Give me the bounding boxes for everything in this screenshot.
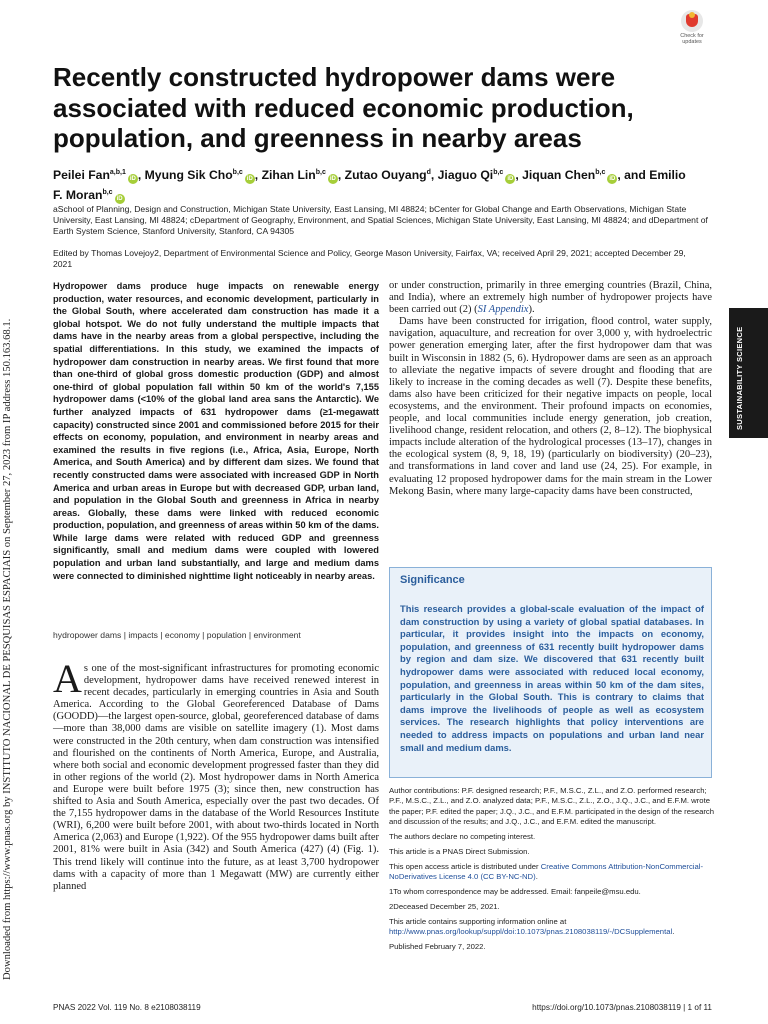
body-column-right bbox=[389, 280, 712, 498]
author-affiliation-marker: a,b,1 bbox=[109, 169, 126, 176]
intro-column-left bbox=[53, 656, 379, 893]
correspondence-note: 1To whom correspondence may be addressed. Email: fanpeile@msu.edu. bbox=[389, 887, 641, 897]
author-affiliation-marker: d bbox=[426, 169, 431, 176]
check-for-updates-icon bbox=[681, 10, 703, 32]
affiliations: aSchool of Planning, Design and Construction, Michigan State University, East Lansing, MI 48824; bCenter for Global Change and Earth Observations, Michigan State University, East Lansing, MI 48824; cDepartment of Geography, Environment, and Spatial Sciences, Michigan State University, East Lansing, MI 48824; and dDepartment of Earth System Science, Stanford University, Stanford, CA 94305 bbox=[53, 204, 708, 236]
orcid-icon[interactable] bbox=[607, 174, 617, 184]
published-date: Published February 7, 2022. bbox=[389, 942, 486, 952]
author-contributions: Author contributions: P.F. designed research; P.F., M.S.C., Z.L., and Z.O. performed research; P.F., M.S.C., Z.L., and Z.O. analyzed data; P.F., M.S.C., Z.L., Z.O., J.Q., J.C., and E.F.M. wrote the paper; P.F. edited the paper; J.Q., J.C., and E.F.M. participated in the design of the research and discussion of the results; and J.Q., J.C., and E.F.M. edited the manuscript. bbox=[389, 786, 715, 827]
orcid-icon[interactable] bbox=[115, 194, 125, 204]
deceased-note: 2Deceased December 25, 2021. bbox=[389, 902, 500, 912]
download-side-note: Downloaded from https://www.pnas.org by INSTITUTO NACIONAL DE PESQUISAS ESPACIAIS on September 27, 2023 from IP address 150.163.68.1. bbox=[2, 318, 13, 980]
body-paragraph-2: Dams have been constructed for irrigation, flood control, water supply, navigation, aquaculture, and recreation for over 3,000 y, with hydroelectric power generation emerging later, after the first hydropower dam that was built in Wisconsin in 1882 (5, 6). Hydropower dams are seen as an approach to alleviate the negative impacts of severe drought and flooding that are likely to increase in the coming decades as well (7). Despite these benefits, dams also have been criticized for their negative impacts on people, local ecosystems, and the environment. Their profound impacts on economies, people, and local communities include energy generation, job creation, livelihood change, resident relocation, and others (2, 8–12). The biophysical impacts include alteration of the hydrological processes (13–17), changes in the ecological system (8, 9, 18, 19) (particularly on biodiversity) (20–23), and transformations in land cover and land use (24, 25). For example, in evaluating 12 proposed hydropower dams for the main stream in the Lower Mekong Basin, where many large-capacity dams have been constructed, bbox=[389, 316, 712, 497]
supporting-info-link[interactable]: http://www.pnas.org/lookup/suppl/doi:10.1073/pnas.2108038119/-/DCSupplemental bbox=[389, 927, 673, 937]
keywords: hydropower dams | impacts | economy | population | environment bbox=[53, 630, 301, 640]
orcid-icon[interactable] bbox=[128, 174, 138, 184]
author-name[interactable]: Zihan Lin bbox=[261, 168, 316, 183]
orcid-icon[interactable] bbox=[505, 174, 515, 184]
author-affiliation-marker: b,c bbox=[232, 169, 243, 176]
significance-title: Significance bbox=[400, 574, 465, 586]
submission-note: This article is a PNAS Direct Submission. bbox=[389, 847, 530, 857]
edited-by-note: Edited by Thomas Lovejoy2, Department of Environmental Science and Policy, George Mason University, Fairfax, VA; received April 29, 2021; accepted December 29, 2021 bbox=[53, 248, 686, 269]
significance-box bbox=[389, 567, 712, 778]
author-affiliation-marker: b,c bbox=[493, 169, 504, 176]
significance-body: This research provides a global-scale evaluation of the impact of dam construction by using a variety of global spatial databases. In particular, it provides insight into the impacts on economy, population, and greenness of 631 recently built hydropower dams by region and dam size. We discovered that 631 recently built hydropower dams were associated with reduced local economy, population, and greenness in areas within 50 km of the dam sites, particularly in the Global South. This is contrary to claims that dams improve the livelihoods of people as well as ecosystem services. The research highlights that policy interventions are needed to address impacts on populations and urban land near small and medium dams. bbox=[400, 603, 704, 753]
doi-page-number: https://doi.org/10.1073/pnas.2108038119 | 1 of 11 bbox=[532, 1003, 712, 1012]
author-name[interactable]: Myung Sik Cho bbox=[144, 168, 233, 183]
journal-citation: PNAS 2022 Vol. 119 No. 8 e2108038119 bbox=[53, 1003, 201, 1012]
abstract: Hydropower dams produce huge impacts on renewable energy production, water resources, and economic development, particularly in the Global South, where accelerated dam construction has made it a global hotspot. We do not fully understand the multiple impacts that dams have in the nearby areas from a global perspective, including the spatial differentiations. In this study, we examined the impacts of hydropower dam construction in nearby areas. We first found that more than one-third of global gross domestic production (GDP) and almost one-third of global population fall within 50 km of the world's 7,155 hydropower dams (<10% of the global land area sans the Antarctic). We further analyzed impacts of 631 hydropower dams (≥1-megawatt capacity) constructed since 2001 and commissioned before 2015 for their effects on economy, population, and environment in nearby areas and examined the results in five regions (i.e., Africa, Asia, Europe, North America, and South America) and by different dam sizes. We found that recently constructed dams were associated with increased GDP in North America and urban areas in Europe but with decreased GDP, urban land, and population in the Global South and greenness in Africa in nearby areas. Globally, these dams were linked with reduced economic production, population, and greenness of areas within 50 km of the dams. While large dams were related with reduced GDP and greenness significantly, small and medium dams were coupled with lowered population and urban land substantially, and large and medium dams were connected to diminished nighttime light noticeably in nearby areas. bbox=[53, 281, 379, 581]
article-title: Recently constructed hydropower dams were associated with reduced economic production, population, and greenness in nearby areas bbox=[53, 62, 634, 153]
competing-interest: The authors declare no competing interest. bbox=[389, 832, 536, 842]
author-name[interactable]: Jiquan Chen bbox=[522, 168, 596, 183]
drop-cap: A bbox=[53, 656, 82, 701]
si-appendix-link[interactable]: SI Appendix bbox=[477, 304, 529, 316]
supporting-info-note: This article contains supporting information online at http://www.pnas.org/lookup/suppl/doi:10.1073/pnas.2108038119/-/DCSupplemental. bbox=[389, 917, 675, 937]
author-name[interactable]: Peilei Fan bbox=[53, 168, 110, 183]
article-notes bbox=[389, 786, 715, 957]
author-list: Peilei Fan$^{a,b,1}$iD , Myung Sik Cho$^{b,c}$iD , Zihan Lin$^{b,c}$iD , Zutao Ouyang$^d$, Jiaguo Qi$^{b,c}$iD , Jiquan Chen$^{b,c}$iD , and Emilio F. Moran$^{b,c}$iD bbox=[53, 164, 693, 204]
author-name[interactable]: Emilio F. Moran bbox=[53, 168, 686, 203]
section-tab-label: SUSTAINABILITY SCIENCE bbox=[735, 326, 744, 430]
intro-paragraph: s one of the most-significant infrastructures for promoting economic development, hydropower dams have received renewed interest in recent decades, particularly in emerging countries in Asia and South America. According to the Global Georeferenced Database of Dams (GOODD)—the largest open-source, global, georeferenced database of dams—more than 38,000 dams are visible on satellite imagery (1). Most dams were constructed in the 20th century, when dam construction was intensified and flourished on the continents of North America, Europe, and Australia, where both social and economic development progressed faster than they did in other regions of the world (2). Most hydropower dams in North America and Europe were built before 1975 (3); since then, new construction has shifted to Asia and South America, especially over the past two decades. Of the 7,155 hydropower dams in the database of the World Resources Institute (WRI), 6,200 were built before 2001, with about two-thirds located in North America (2,063) and Europe (1,922). Of the 955 hydropower dams built after 2001, 81% were built in Asia (342) and South America (427) (4) (Fig. 1). This trend likely will continue into the future, as at least 3,700 hydropower dams with a capacity of more than 1 Megawatt (MW) are currently either planned bbox=[53, 663, 379, 892]
check-for-updates-badge[interactable] bbox=[672, 10, 712, 52]
author-name[interactable]: Zutao Ouyang bbox=[344, 168, 427, 183]
license-link[interactable]: Creative Commons Attribution-NonCommercial-NoDerivatives License 4.0 (CC BY-NC-ND) bbox=[389, 861, 704, 882]
author-affiliation-marker: b,c bbox=[315, 169, 326, 176]
orcid-icon[interactable] bbox=[328, 174, 338, 184]
body-paragraph-1: or under construction, primarily in three emerging countries (Brazil, China, and India), where an extremely high number of hydropower projects have been carried out (2) (SI Appendix). bbox=[389, 280, 712, 316]
author-affiliation-marker: b,c bbox=[102, 189, 113, 197]
open-access-note: This open access article is distributed under Creative Commons Attribution-NonCommercial-NoDerivatives License 4.0 (CC BY-NC-ND). bbox=[389, 861, 704, 882]
orcid-icon[interactable] bbox=[245, 174, 255, 184]
author-affiliation-marker: b,c bbox=[595, 169, 606, 176]
check-for-updates-label: Check for updates bbox=[680, 33, 704, 45]
author-name[interactable]: Jiaguo Qi bbox=[437, 168, 494, 183]
